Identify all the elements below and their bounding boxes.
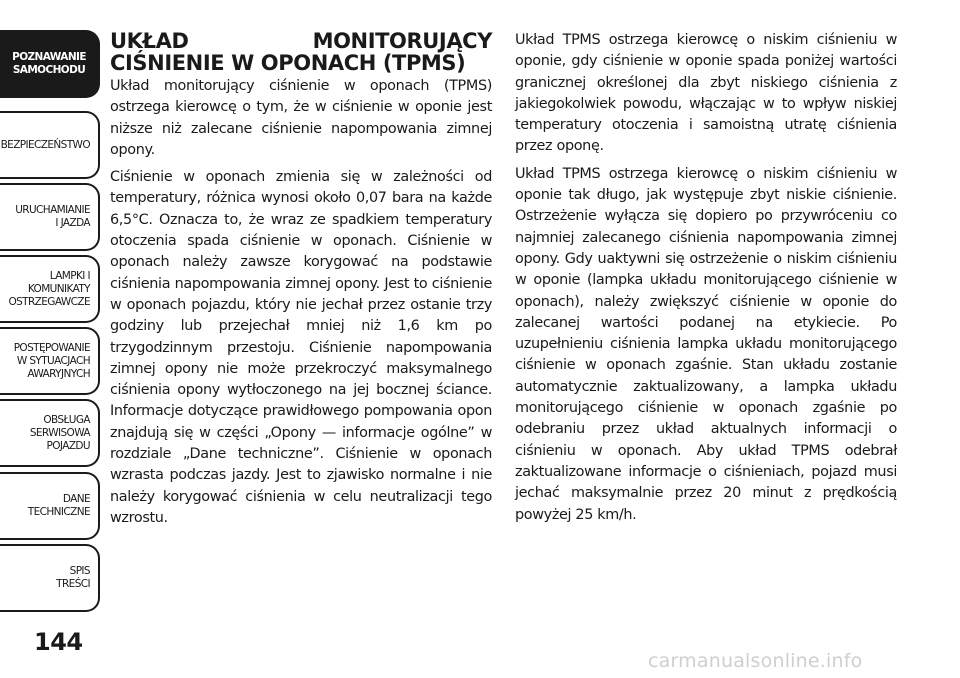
watermark: carmanualsonline.info bbox=[648, 650, 863, 672]
tab-bezpieczenstwo[interactable]: BEZPIECZEŃSTWO bbox=[0, 111, 100, 179]
page-number: 144 bbox=[34, 628, 83, 656]
tab-dane-techniczne[interactable]: DANE TECHNICZNE bbox=[0, 472, 100, 540]
tab-uruchamianie-i-jazda[interactable]: URUCHAMIANIE I JAZDA bbox=[0, 183, 100, 251]
left-column bbox=[110, 30, 492, 535]
section-tabs bbox=[0, 0, 104, 678]
tab-poznawanie-samochodu[interactable]: POZNAWANIE SAMOCHODU bbox=[0, 30, 100, 98]
paragraph: Układ TPMS ostrzega kierowcę o niskim ciśnieniu w oponie tak długo, jak występuje zbyt niskie ciśnienie. Ostrzeżenie wyłącza się dopiero po przywróceniu co najmniej zalecanego ciśnienia napompowania zimnej opony. Gdy uaktywni się ostrzeżenie o niskim ciśnieniu w oponie (lampka układu monitorującego ciśnienie w oponach), należy zwiększyć ciśnienie w oponie do zalecanej wartości podanej na etykiecie. Po uzupełnieniu ciśnienia lampka układu monitorującego ciśnienie w oponach zgaśnie. Stan układu zostanie automatycznie zaktualizowany, a lampka układu monitorującego ciśnienie w oponach zgaśnie po odebraniu przez układ aktualnych informacji o ciśnieniu w oponach. Aby układ TPMS odebrał zaktualizowane informacje o ciśnieniach, pojazd musi jechać maksymalnie przez 20 minut z prędkością powyżej 25 km/h. bbox=[515, 165, 897, 523]
tab-spis-tresci[interactable]: SPIS TREŚCI bbox=[0, 544, 100, 612]
tab-lampki-i-komunikaty[interactable]: LAMPKI I KOMUNIKATY OSTRZEGAWCZE bbox=[0, 255, 100, 323]
section-heading: UKŁAD MONITORUJĄCY CIŚNIENIE W OPONACH (TPMS) bbox=[110, 29, 492, 75]
right-column bbox=[515, 30, 897, 532]
tab-postepowanie-awaryjne[interactable]: POSTĘPOWANIE W SYTUACJACH AWARYJNYCH bbox=[0, 327, 100, 395]
tab-obsluga-serwisowa[interactable]: OBSŁUGA SERWISOWA POJAZDU bbox=[0, 399, 100, 467]
paragraph: Układ monitorujący ciśnienie w oponach (TPMS) ostrzega kierowcę o tym, że w ciśnienie w oponie jest niższe niż zalecane ciśnienie napompowania zimnej opony. bbox=[110, 78, 492, 158]
paragraph: Ciśnienie w oponach zmienia się w zależności od temperatury, różnica wynosi około 0,07 bara na każde 6,5°C. Oznacza to, że wraz ze spadkiem temperatury otoczenia spada ciśnienie w oponach. Ciśnienie w oponach należy zawsze korygować na podstawie ciśnienia napompowania zimnej opony. Jest to ciśnienie w oponach pojazdu, który nie jechał przez ostanie trzy godziny lub przejechał mniej niż 1,6 km po trzygodzinnym przestoju. Ciśnienie napompowania zimnej opony nie może przekroczyć maksymalnego ciśnienia opony wytłoczonego na jej bocznej ściance. Informacje dotyczące prawidłowego pompowania opon znajdują się w części „Opony — informacje ogólne” w rozdziale „Dane techniczne”. Ciśnienie w oponach wzrasta podczas jazdy. Jest to zjawisko normalne i nie należy korygować ciśnienia w celu neutralizacji tego wzrostu. bbox=[110, 169, 492, 526]
paragraph: Układ TPMS ostrzega kierowcę o niskim ciśnieniu w oponie, gdy ciśnienie w oponie spada poniżej wartości granicznej określonej dla zbyt niskiego ciśnienia z jakiegokolwiek powodu, włączając w to wpływ niskiej temperatury otoczenia i samoistną utratę ciśnienia przez oponę. bbox=[515, 32, 897, 155]
